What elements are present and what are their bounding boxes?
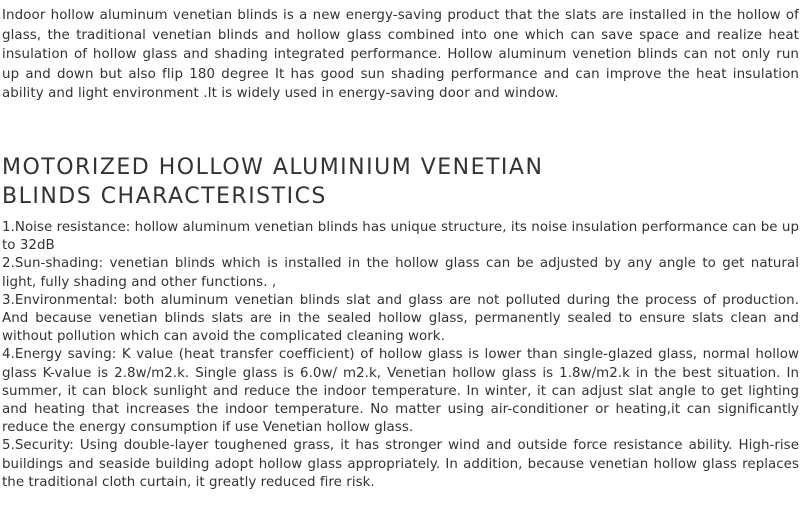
- characteristic-noise-resistance: 1.Noise resistance: hollow aluminum venetian blinds has unique structure, its noise insulation performance can be up to 32dB: [2, 220, 799, 254]
- characteristic-sun-shading: 2.Sun-shading: venetian blinds which is installed in the hollow glass can be adjusted by any angle to get natural light, fully shading and other functions. ,: [2, 256, 799, 290]
- section-heading-line-1: MOTORIZED HOLLOW ALUMINIUM VENETIAN: [2, 155, 544, 180]
- characteristics-list: [2, 219, 799, 492]
- section-heading-line-2: BLINDS CHARACTERISTICS: [2, 184, 327, 209]
- characteristic-security: 5.Security: Using double-layer toughened grass, it has stronger wind and outside force resistance ability. High-rise buildings and seaside building adopt hollow glass appropriately. In addition, because venetian hollow glass replaces the traditional cloth curtain, it greatly reduced fire risk.: [2, 438, 799, 490]
- section-heading: [2, 153, 702, 211]
- characteristic-environmental: 3.Environmental: both aluminum venetian blinds slat and glass are not polluted during the process of production. And because venetian blinds slats are in the sealed hollow glass, permanently sealed to ensure slats clean and without pollution which can avoid the complicated cleaning work.: [2, 292, 799, 345]
- intro-paragraph: Indoor hollow aluminum venetian blinds is a new energy-saving product that the slats are installed in the hollow of glass, the traditional venetian blinds and hollow glass combined into one which can save space and realize heat insulation of hollow glass and shading integrated performance. Hollow aluminum venetion blinds can not only run up and down but also flip 180 degree It has good sun shading performance and can improve the heat insulation ability and light environment .It is widely used in energy-saving door and window.: [2, 8, 799, 101]
- characteristic-energy-saving: 4.Energy saving: K value (heat transfer coefficient) of hollow glass is lower than single-glazed glass, normal hollow glass K-value is 2.8w/m2.k. Single glass is 6.0w/ m2.k, Venetian hollow glass is 1.8w/m2.k in the best situation. In summer, it can block sunlight and reduce the indoor temperature. In winter, it can adjust slat angle to get lighting and heating that increases the indoor temperature. No matter using air-conditioner or heating,it can significantly reduce the energy consumption if use Venetian hollow glass.: [2, 347, 799, 436]
